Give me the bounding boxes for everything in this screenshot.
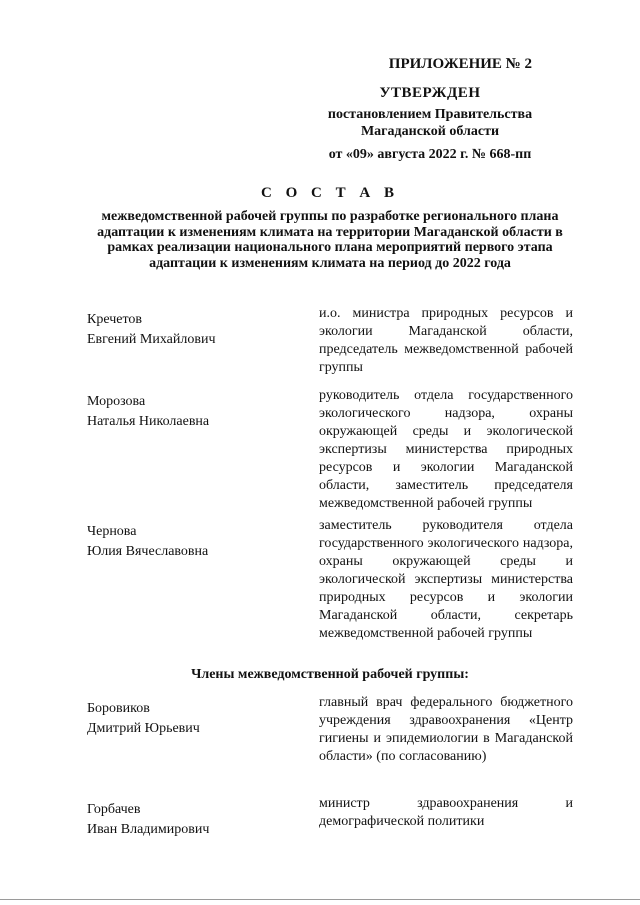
member-surname: Горбачев: [87, 802, 141, 817]
decree-reference: [300, 106, 560, 163]
member-name: [87, 310, 287, 350]
document-heading: [80, 184, 580, 271]
member-name: [87, 392, 287, 432]
member-given-names: Юлия Вячеславовна: [87, 544, 209, 559]
member-given-names: Иван Владимирович: [87, 822, 210, 837]
approved-label: УТВЕРЖДЕН: [379, 85, 481, 101]
member-role: и.о. министра природных ресурсов и экологии Магаданской области, председатель межведомственной рабочей группы: [319, 306, 573, 375]
member-name: [87, 699, 287, 739]
member-role: главный врач федерального бюджетного учреждения здравоохранения «Центр гигиены и эпидемиологии в Магаданской области» (по согласованию): [319, 695, 573, 764]
members-section-heading: Члены межведомственной рабочей группы:: [191, 667, 469, 682]
decree-line-2: Магаданской области: [360, 124, 500, 139]
decree-line-3: от «09» августа 2022 г. № 668-пп: [328, 147, 532, 162]
approval-block: [300, 56, 560, 163]
member-given-names: Наталья Николаевна: [87, 414, 210, 429]
member-surname: Морозова: [87, 394, 146, 409]
member-role: руководитель отдела государственного экологического надзора, охраны окружающей среды и экологической экспертизы министерства природных ресурсов и экологии Магаданской области, заместитель председателя межведомственной рабочей группы: [319, 388, 573, 511]
member-given-names: Евгений Михайлович: [87, 332, 216, 347]
document-title: С О С Т А В: [261, 185, 399, 201]
decree-line-1: постановлением Правительства: [327, 107, 533, 122]
member-surname: Кречетов: [87, 312, 143, 327]
appendix-number: ПРИЛОЖЕНИЕ № 2: [388, 56, 532, 72]
scan-edge-line: [0, 899, 640, 900]
member-name: [87, 800, 287, 840]
document-subtitle: межведомственной рабочей группы по разработке регионального плана адаптации к изменениям климата на территории Магаданской области в рамках реализации национального плана мероприятий первого этапа адаптации к изменениям климата на период до 2022 года: [97, 209, 563, 271]
member-surname: Боровиков: [87, 701, 150, 716]
member-surname: Чернова: [87, 524, 137, 539]
member-given-names: Дмитрий Юрьевич: [87, 721, 200, 736]
member-role: министр здравоохранения и демографической политики: [319, 796, 573, 829]
member-name: [87, 522, 287, 562]
member-role: заместитель руководителя отдела государственного экологического надзора, охраны окружающей среды и экологической экспертизы министерства природных ресурсов и экологии Магаданской области, секретарь межведомственной рабочей группы: [319, 518, 573, 641]
